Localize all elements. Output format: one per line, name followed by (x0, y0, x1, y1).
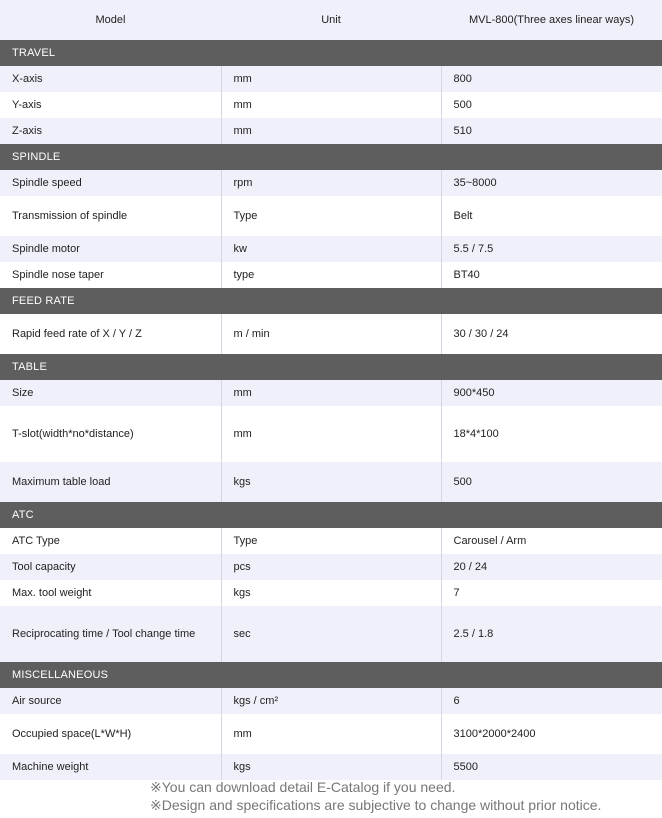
row-value: 6 (441, 688, 662, 714)
row-unit: kw (221, 236, 441, 262)
row-unit: sec (221, 606, 441, 662)
row-unit: m / min (221, 314, 441, 354)
table-row (0, 688, 662, 714)
table-row (0, 66, 662, 92)
table-row (0, 118, 662, 144)
row-unit: mm (221, 92, 441, 118)
section-title: ATC (0, 502, 662, 528)
row-label: Maximum table load (0, 462, 221, 502)
header-unit: Unit (221, 0, 441, 40)
row-value: 800 (441, 66, 662, 92)
note-disclaimer: ※Design and specifications are subjective to change without prior notice. (150, 797, 602, 813)
row-unit: mm (221, 380, 441, 406)
section-miscellaneous (0, 662, 662, 688)
row-value: 35~8000 (441, 170, 662, 196)
row-value: 2.5 / 1.8 (441, 606, 662, 662)
row-label: Z-axis (0, 118, 221, 144)
row-value: 3100*2000*2400 (441, 714, 662, 754)
row-label: Tool capacity (0, 554, 221, 580)
row-value: 510 (441, 118, 662, 144)
row-label: Machine weight (0, 754, 221, 780)
table-row (0, 580, 662, 606)
row-unit: pcs (221, 554, 441, 580)
row-unit: type (221, 262, 441, 288)
row-value: 500 (441, 462, 662, 502)
table-row (0, 462, 662, 502)
row-value: Carousel / Arm (441, 528, 662, 554)
row-unit: kgs (221, 754, 441, 780)
row-unit: kgs / cm² (221, 688, 441, 714)
section-feed-rate (0, 288, 662, 314)
section-title: FEED RATE (0, 288, 662, 314)
row-label: T-slot(width*no*distance) (0, 406, 221, 462)
row-value: BT40 (441, 262, 662, 288)
row-value: 500 (441, 92, 662, 118)
row-value: 18*4*100 (441, 406, 662, 462)
table-row (0, 754, 662, 780)
table-row (0, 92, 662, 118)
section-title: SPINDLE (0, 144, 662, 170)
row-value: 5.5 / 7.5 (441, 236, 662, 262)
table-row (0, 554, 662, 580)
table-header (0, 0, 662, 40)
table-row (0, 236, 662, 262)
section-title: TABLE (0, 354, 662, 380)
row-value: 7 (441, 580, 662, 606)
row-unit: mm (221, 406, 441, 462)
row-label: Size (0, 380, 221, 406)
row-label: Spindle speed (0, 170, 221, 196)
row-unit: rpm (221, 170, 441, 196)
row-unit: Type (221, 196, 441, 236)
table-row (0, 262, 662, 288)
row-label: Rapid feed rate of X / Y / Z (0, 314, 221, 354)
row-label: Air source (0, 688, 221, 714)
header-value: MVL-800(Three axes linear ways) (441, 0, 662, 40)
table-row (0, 528, 662, 554)
table-row (0, 380, 662, 406)
footnotes (150, 778, 601, 814)
row-label: Spindle nose taper (0, 262, 221, 288)
row-unit: kgs (221, 580, 441, 606)
row-label: Transmission of spindle (0, 196, 221, 236)
row-label: Occupied space(L*W*H) (0, 714, 221, 754)
section-travel (0, 40, 662, 66)
row-label: ATC Type (0, 528, 221, 554)
row-unit: mm (221, 714, 441, 754)
table-row (0, 714, 662, 754)
row-label: Max. tool weight (0, 580, 221, 606)
row-label: X-axis (0, 66, 221, 92)
row-value: 5500 (441, 754, 662, 780)
header-model: Model (0, 0, 221, 40)
table-row (0, 606, 662, 662)
row-label: Y-axis (0, 92, 221, 118)
note-catalog: ※You can download detail E-Catalog if you need. (150, 779, 456, 795)
section-table (0, 354, 662, 380)
row-unit: Type (221, 528, 441, 554)
table-row (0, 170, 662, 196)
section-spindle (0, 144, 662, 170)
row-unit: mm (221, 66, 441, 92)
row-value: 900*450 (441, 380, 662, 406)
row-label: Spindle motor (0, 236, 221, 262)
row-label: Reciprocating time / Tool change time (0, 606, 221, 662)
row-value: 20 / 24 (441, 554, 662, 580)
row-value: 30 / 30 / 24 (441, 314, 662, 354)
row-unit: kgs (221, 462, 441, 502)
section-title: MISCELLANEOUS (0, 662, 662, 688)
section-atc (0, 502, 662, 528)
table-row (0, 196, 662, 236)
section-title: TRAVEL (0, 40, 662, 66)
row-value: Belt (441, 196, 662, 236)
table-row (0, 314, 662, 354)
row-unit: mm (221, 118, 441, 144)
table-row (0, 406, 662, 462)
